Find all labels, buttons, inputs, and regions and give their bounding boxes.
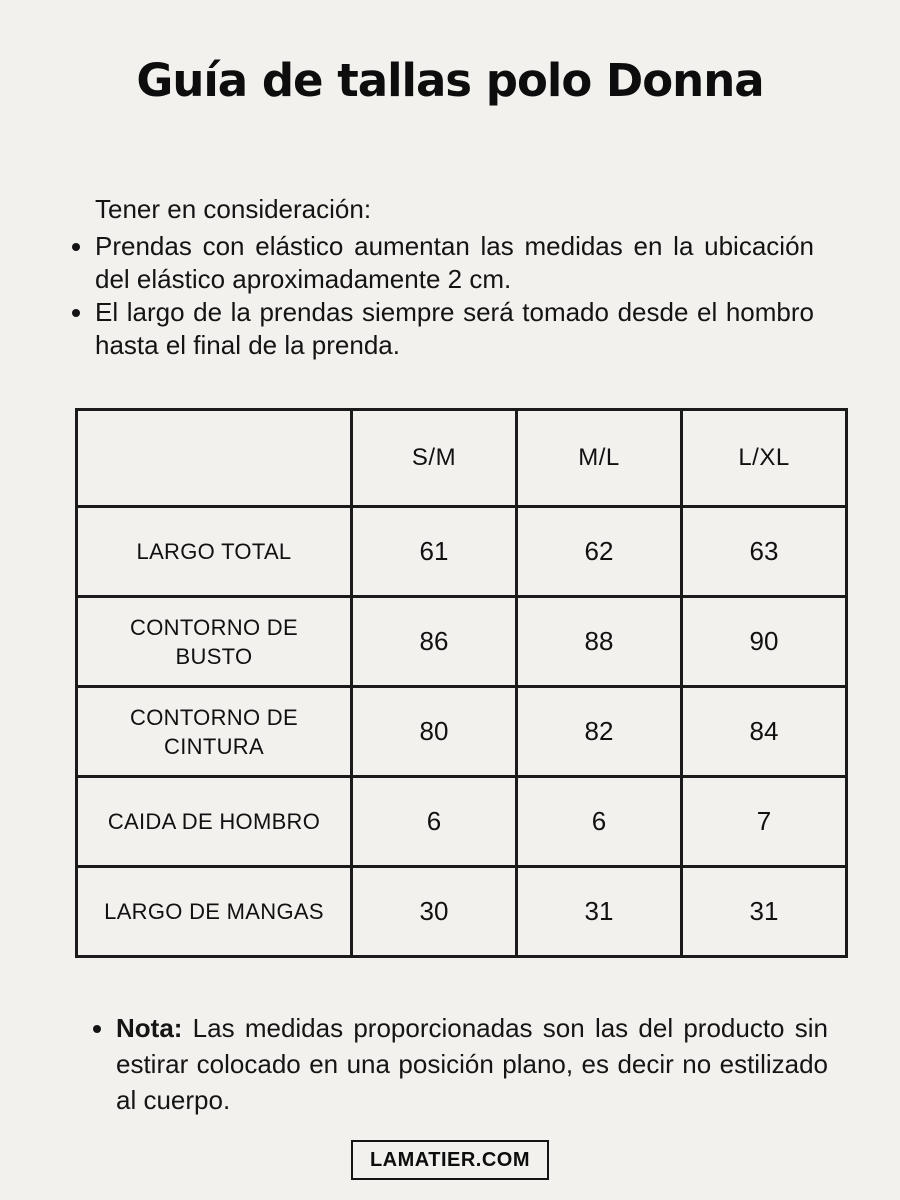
considerations-list [70, 230, 814, 362]
note-list [90, 1010, 828, 1118]
note-label: Nota: [116, 1013, 183, 1043]
size-column-header: S/M [352, 410, 517, 507]
row-label: CONTORNO DE CINTURA [77, 687, 352, 777]
measure-cell: 80 [352, 687, 517, 777]
size-column-header: L/XL [682, 410, 847, 507]
measure-cell: 6 [517, 777, 682, 867]
table-row [77, 597, 847, 687]
consideration-item [95, 296, 814, 362]
row-label: LARGO TOTAL [77, 507, 352, 597]
note-item [116, 1010, 828, 1118]
measure-cell: 88 [517, 597, 682, 687]
measure-cell: 61 [352, 507, 517, 597]
measure-cell: 30 [352, 867, 517, 957]
measure-cell: 62 [517, 507, 682, 597]
page-title: Guía de tallas polo Donna [136, 54, 764, 107]
note-text: Las medidas proporcionadas son las del producto sin estirar colocado en una posición plano, es decir no estilizado al cuerpo. [116, 1013, 828, 1115]
consideration-text: Prendas con elástico aumentan las medidas en la ubicación del elástico aproximadamente 2 cm. [95, 231, 814, 294]
note-section [90, 1010, 828, 1118]
considerations-heading: Tener en consideración: [95, 194, 372, 224]
size-column-header: M/L [517, 410, 682, 507]
measure-cell: 90 [682, 597, 847, 687]
measure-cell: 31 [682, 867, 847, 957]
measure-cell: 6 [352, 777, 517, 867]
footer [0, 1140, 900, 1180]
size-table-header-row [77, 410, 847, 507]
row-label: CAIDA DE HOMBRO [77, 777, 352, 867]
table-row [77, 777, 847, 867]
measure-cell: 84 [682, 687, 847, 777]
consideration-text: El largo de la prendas siempre será tomado desde el hombro hasta el final de la prenda. [95, 297, 814, 360]
measure-cell: 63 [682, 507, 847, 597]
table-row [77, 867, 847, 957]
table-row [77, 507, 847, 597]
row-label: CONTORNO DE BUSTO [77, 597, 352, 687]
table-row [77, 687, 847, 777]
measure-cell: 31 [517, 867, 682, 957]
brand-badge: LAMATIER.COM [351, 1140, 549, 1180]
size-table-header [77, 410, 847, 507]
considerations-section [70, 193, 814, 362]
consideration-item [95, 230, 814, 296]
measure-cell: 82 [517, 687, 682, 777]
size-table [75, 408, 848, 958]
measure-cell: 7 [682, 777, 847, 867]
size-table-body [77, 507, 847, 957]
measure-cell: 86 [352, 597, 517, 687]
row-label: LARGO DE MANGAS [77, 867, 352, 957]
size-table-corner-cell [77, 410, 352, 507]
